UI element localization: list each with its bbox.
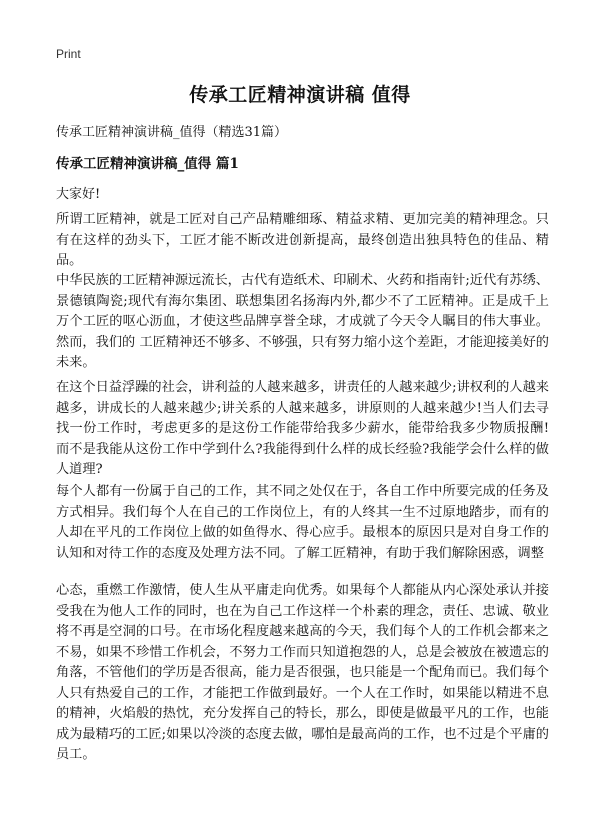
paragraph: 所谓工匠精神，就是工匠对自己产品精雕细琢、精益求精、更加完美的精神理念。只有在这样的劲头下，工匠才能不断改进创新提高，最终创造出独具特色的佳品、精品。: [56, 212, 549, 268]
paragraph: 在这个日益浮躁的社会，讲利益的人越来越多，讲责任的人越来越少;讲权利的人越来越多，讲成长的人越来越少;讲关系的人越来越多，讲原则的人越来越少!当人们去寻找一份工作时，考虑更多的是这份工作能带给我多少薪水，能带给我多少物质报酬!而不是我能从这份工作中学到什么?我能得到什么样的成长经验?我能学会什么样的做人道理?: [56, 380, 549, 477]
paragraph: 中华民族的工匠精神源远流长，古代有造纸术、印刷术、火药和指南针;近代有苏绣、景德镇陶瓷;现代有海尔集团、联想集团名扬海内外,都少不了工匠精神。正是成千上万个工匠的呕心沥血，才使这些品牌享誉全球，才成就了今天令人瞩目的伟大事业。然而，我们的 工匠精神还不够多、不够强，只有努力缩小这个差距，才能迎接美好的未来。: [56, 273, 549, 370]
paragraph: 心态，重燃工作激情，使人生从平庸走向优秀。如果每个人都能从内心深处承认并接受我在为他人工作的同时，也在为自己工作这样一个朴素的理念，责任、忠诚、敬业将不再是空洞的口号。在市场化程度越来越高的今天，我们每个人的工作机会都来之不易，如果不珍惜工作机会，不努力工作而只知道抱怨的人，总是会被放在被遗忘的角落，不管他们的学历是否很高，能力是否很强，也只能是一个配角而已。我们每个人只有热爱自己的工作，才能把工作做到最好。一个人在工作时，如果能以精进不息的精神，火焰般的热忱，充分发挥自己的特长，那么，即使是做最平凡的工作，也能成为最精巧的工匠;如果以冷淡的态度去做，哪怕是最高尚的工作，也不过是个平庸的员工。: [56, 583, 549, 762]
greeting-text: 大家好!: [56, 187, 101, 202]
paragraph: 每个人都有一份属于自己的工作，其不同之处仅在于，各自工作中所要完成的任务及方式相异。我们每个人在自己的工作岗位上，有的人终其一生不过原地踏步，而有的人却在平凡的工作岗位上做的如鱼得水、得心应手。最根本的原因只是对自身工作的认知和对待工作的态度及处理方法不同。了解工匠精神，有助于我们解除困惑，调整: [56, 484, 549, 561]
document-subtitle: 传承工匠精神演讲稿_值得（精选31篇）: [56, 125, 288, 140]
section-heading: 传承工匠精神演讲稿_值得 篇1: [56, 156, 239, 172]
document-title: 传承工匠精神演讲稿 值得: [189, 84, 411, 106]
print-link[interactable]: Print: [56, 47, 81, 61]
